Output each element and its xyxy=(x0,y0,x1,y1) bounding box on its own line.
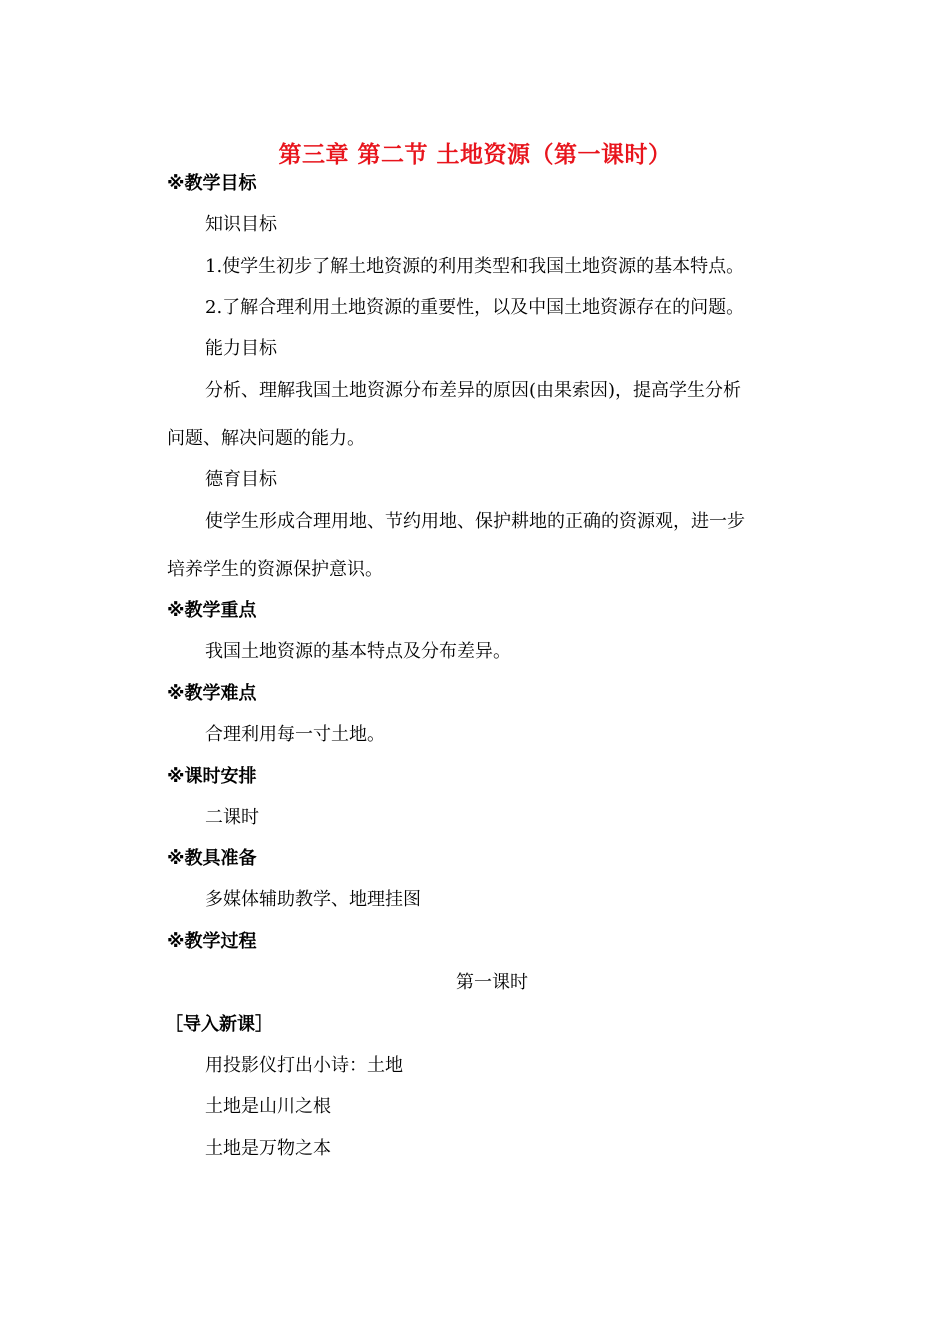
schedule-heading: ※课时安排 xyxy=(167,766,257,787)
knowledge-objectives-label: 知识目标 xyxy=(205,214,277,235)
difficulty-text: 合理利用每一寸土地。 xyxy=(205,724,385,745)
moral-objective-line-2: 培养学生的资源保护意识。 xyxy=(167,559,383,580)
ability-objective-line-1: 分析、理解我国土地资源分布差异的原因(由果索因)，提高学生分析 xyxy=(205,380,742,401)
intro-line-1: 用投影仪打出小诗：土地 xyxy=(205,1055,403,1076)
schedule-text: 二课时 xyxy=(205,807,259,828)
moral-objective-line-1: 使学生形成合理用地、节约用地、保护耕地的正确的资源观，进一步 xyxy=(205,511,745,532)
objectives-heading: ※教学目标 xyxy=(167,173,257,194)
process-heading: ※教学过程 xyxy=(167,931,257,952)
materials-heading: ※教具准备 xyxy=(167,848,257,869)
key-point-text: 我国土地资源的基本特点及分布差异。 xyxy=(205,641,511,662)
intro-heading: ［导入新课］ xyxy=(165,1014,273,1035)
intro-line-3: 土地是万物之本 xyxy=(205,1138,331,1159)
ability-objectives-label: 能力目标 xyxy=(205,338,277,359)
intro-line-2: 土地是山川之根 xyxy=(205,1096,331,1117)
moral-objectives-label: 德育目标 xyxy=(205,469,277,490)
knowledge-objective-1: 1.使学生初步了解土地资源的利用类型和我国土地资源的基本特点。 xyxy=(205,256,745,277)
materials-text: 多媒体辅助教学、地理挂图 xyxy=(205,889,421,910)
difficulty-heading: ※教学难点 xyxy=(167,683,257,704)
document-title: 第三章 第二节 土地资源（第一课时） xyxy=(278,142,672,168)
lesson-label: 第一课时 xyxy=(456,972,528,993)
ability-objective-line-2: 问题、解决问题的能力。 xyxy=(167,428,365,449)
knowledge-objective-2: 2.了解合理利用土地资源的重要性，以及中国土地资源存在的问题。 xyxy=(205,297,745,318)
key-point-heading: ※教学重点 xyxy=(167,600,257,621)
